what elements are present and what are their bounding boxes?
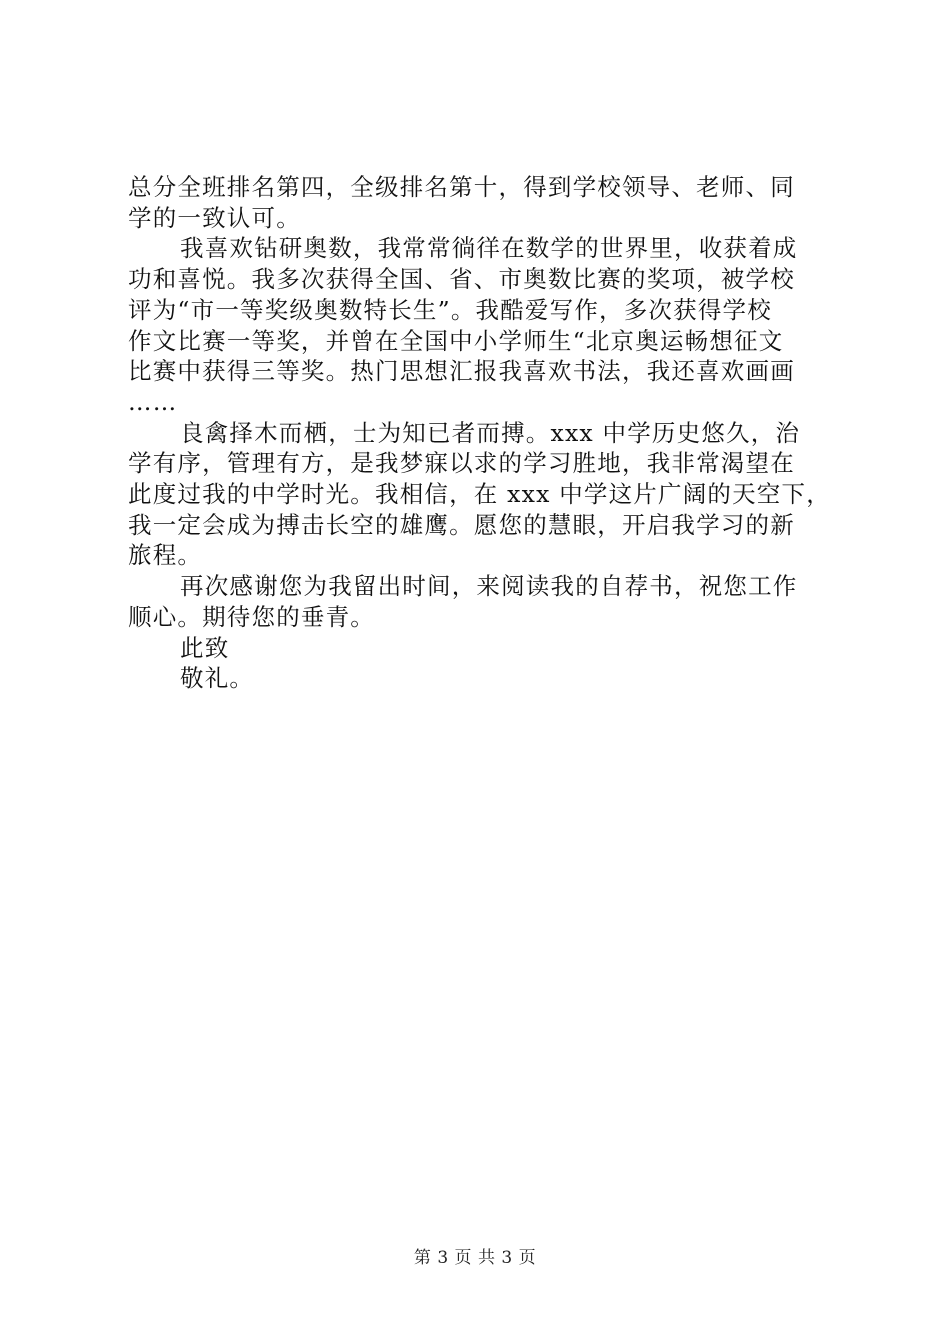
body-line: 作文比赛一等奖，并曾在全国中小学师生“北京奥运畅想征文 [128,326,784,355]
body-line: 评为“市一等奖级奥数特长生”。我酷爱写作，多次获得学校 [128,295,772,324]
body-line: 我一定会成为搏击长空的雄鹰。愿您的慧眼，开启我学习的新 [128,510,795,539]
body-line: 功和喜悦。我多次获得全国、省、市奥数比赛的奖项，被学校 [128,265,795,294]
page-number-footer: 第 3 页 共 3 页 [413,1248,537,1268]
document-body [128,172,838,694]
body-line: …… [128,387,178,416]
closing-salutation: 此致 [180,633,230,662]
body-line: 良禽择木而栖，士为知已者而搏。xxx 中学历史悠久，治 [180,418,801,447]
body-line: 学的一致认可。 [128,203,301,232]
body-line: 此度过我的中学时光。我相信，在 xxx 中学这片广阔的天空下， [128,480,831,509]
body-line: 再次感谢您为我留出时间，来阅读我的自荐书，祝您工作 [180,572,798,601]
body-line: 比赛中获得三等奖。热门思想汇报我喜欢书法，我还喜欢画画 [128,357,795,386]
body-line: 学有序，管理有方，是我梦寐以求的学习胜地，我非常渴望在 [128,449,795,478]
body-line: 我喜欢钻研奥数，我常常徜徉在数学的世界里，收获着成 [180,234,798,263]
body-line: 旅程。 [128,541,203,570]
closing-regards: 敬礼。 [180,664,255,693]
body-line: 顺心。期待您的垂青。 [128,602,375,631]
body-line: 总分全班排名第四，全级排名第十，得到学校领导、老师、同 [128,173,795,201]
